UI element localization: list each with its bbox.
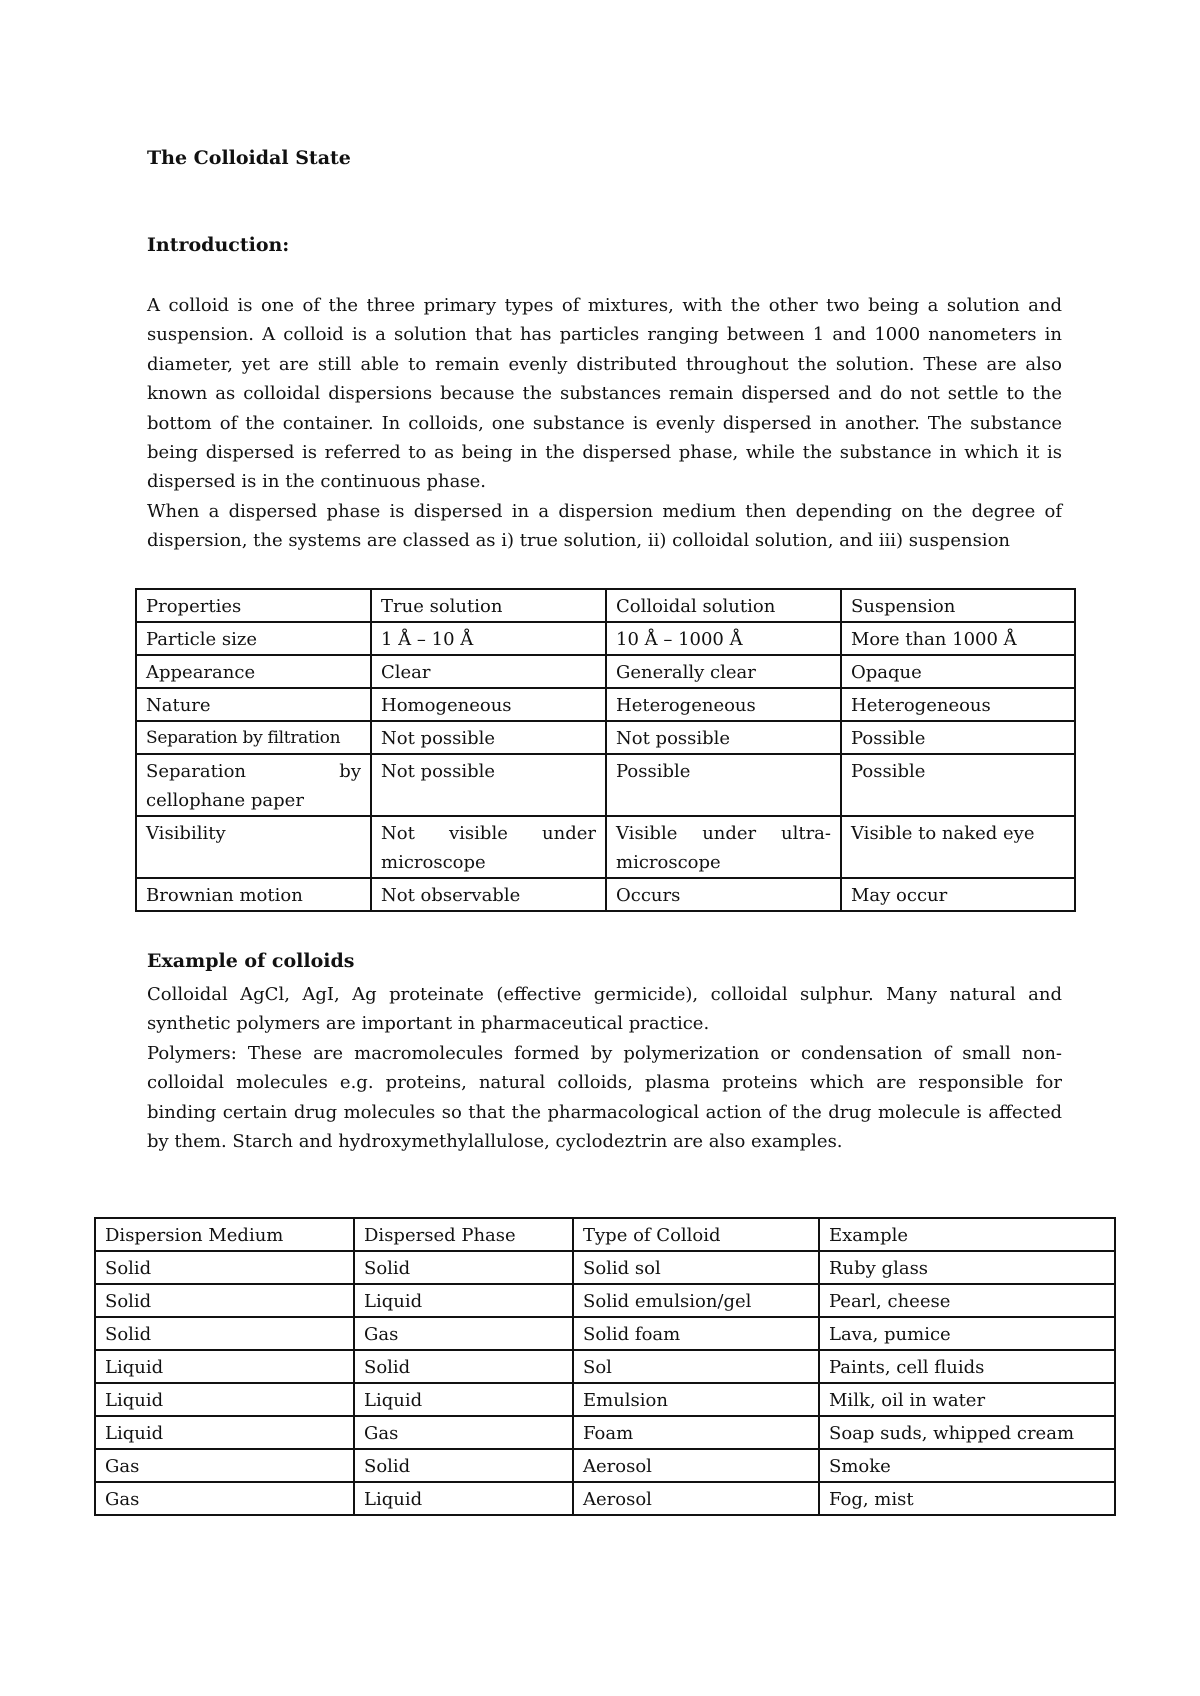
table-cell: Solid emulsion/gel [573,1284,819,1317]
table-cell: Not observable [371,878,606,911]
introduction-heading: Introduction: [147,234,290,256]
table-cell: Homogeneous [371,688,606,721]
table-row [136,688,1075,721]
table-row [136,878,1075,911]
table-cell: Solid sol [573,1251,819,1284]
table-header-cell: True solution [371,589,606,622]
table-cell: Not visible under microscope [371,816,606,878]
table-row [136,816,1075,878]
table-cell: Solid [354,1350,573,1383]
document-title: The Colloidal State [147,147,351,169]
table-cell: Brownian motion [136,878,371,911]
introduction-paragraph: A colloid is one of the three primary types of mixtures, with the other two being a solution and suspension. A colloid is a solution that has particles ranging between 1 and 1000 nanometers in diameter, yet are still able to remain evenly distributed throughout the solution. These are also known as colloidal dispersions because the substances remain dispersed and do not settle to the bottom of the container. In colloids, one substance is evenly dispersed in another. The substance being dispersed is referred to as being in the dispersed phase, while the substance in which it is dispersed is in the continuous phase. [147,295,1062,493]
table-cell: Emulsion [573,1383,819,1416]
table-row [95,1416,1115,1449]
table-cell: Occurs [606,878,841,911]
table-cell: Gas [95,1482,354,1515]
table-cell: Separation by filtration [136,721,371,754]
table-cell: Paints, cell fluids [819,1350,1115,1383]
table-cell: Liquid [354,1383,573,1416]
table-cell: Not possible [371,721,606,754]
table-row [95,1449,1115,1482]
table-cell: Possible [841,754,1075,816]
table-cell: Liquid [95,1350,354,1383]
table-cell: Ruby glass [819,1251,1115,1284]
table-cell: Solid [95,1317,354,1350]
colloid-types-table [94,1217,1116,1516]
table-cell: Opaque [841,655,1075,688]
table-row [136,721,1075,754]
table-cell: 10 Å – 1000 Å [606,622,841,655]
table-cell: Liquid [95,1383,354,1416]
table-row [95,1317,1115,1350]
table-cell: Solid [354,1449,573,1482]
table-cell: Heterogeneous [841,688,1075,721]
table-header-cell: Properties [136,589,371,622]
table-header-cell: Dispersion Medium [95,1218,354,1251]
table-cell: Liquid [354,1482,573,1515]
table-cell: Clear [371,655,606,688]
table-row [95,1284,1115,1317]
table-cell: Gas [354,1317,573,1350]
table-cell: Lava, pumice [819,1317,1115,1350]
table-row [95,1251,1115,1284]
table-cell: Heterogeneous [606,688,841,721]
table-row [136,754,1075,816]
table-row [136,622,1075,655]
table-cell: Generally clear [606,655,841,688]
table-cell: Smoke [819,1449,1115,1482]
table-cell: Aerosol [573,1482,819,1515]
table-cell: Pearl, cheese [819,1284,1115,1317]
table-header-cell: Suspension [841,589,1075,622]
table-cell: Foam [573,1416,819,1449]
table-cell: Gas [354,1416,573,1449]
table-header-cell: Colloidal solution [606,589,841,622]
examples-heading: Example of colloids [147,950,355,972]
table-header-row [136,589,1075,622]
table-cell: Nature [136,688,371,721]
table-header-cell: Type of Colloid [573,1218,819,1251]
examples-paragraph: Colloidal AgCl, AgI, Ag proteinate (effective germicide), colloidal sulphur. Many natural and synthetic polymers are important in pharmaceutical practice. [147,984,1062,1035]
table-cell: Not possible [371,754,606,816]
table-cell: Possible [841,721,1075,754]
table-cell: Visibility [136,816,371,878]
polymers-paragraph: Polymers: These are macromolecules formed by polymerization or condensation of small non-colloidal molecules e.g. proteins, natural colloids, plasma proteins which are responsible for binding certain drug molecules so that the pharmacological action of the drug molecule is affected by them. Starch and hydroxymethylallulose, cyclodeztrin are also examples. [147,1043,1062,1153]
table-cell: Sol [573,1350,819,1383]
table-cell: Milk, oil in water [819,1383,1115,1416]
table-row [136,655,1075,688]
table-cell: More than 1000 Å [841,622,1075,655]
table-cell: Possible [606,754,841,816]
table-cell: Liquid [95,1416,354,1449]
table-row [95,1350,1115,1383]
table-cell: May occur [841,878,1075,911]
table-header-cell: Dispersed Phase [354,1218,573,1251]
properties-table [135,588,1076,912]
table-cell: Solid [354,1251,573,1284]
table-cell: Solid [95,1284,354,1317]
table-row [95,1482,1115,1515]
table-cell: Visible under ultra-microscope [606,816,841,878]
table-cell: Gas [95,1449,354,1482]
table-cell: Fog, mist [819,1482,1115,1515]
table-header-row [95,1218,1115,1251]
table-cell: Visible to naked eye [841,816,1075,878]
table-cell: Particle size [136,622,371,655]
table-cell: 1 Å – 10 Å [371,622,606,655]
table-cell: Liquid [354,1284,573,1317]
table-cell: Appearance [136,655,371,688]
table-cell: Aerosol [573,1449,819,1482]
table-header-cell: Example [819,1218,1115,1251]
table-cell: Solid foam [573,1317,819,1350]
dispersion-paragraph: When a dispersed phase is dispersed in a dispersion medium then depending on the degree of dispersion, the systems are classed as i) true solution, ii) colloidal solution, and iii) suspension [147,501,1062,552]
table-cell: Solid [95,1251,354,1284]
table-row [95,1383,1115,1416]
table-cell: Separation by cellophane paper [136,754,371,816]
table-cell: Soap suds, whipped cream [819,1416,1115,1449]
table-cell: Not possible [606,721,841,754]
